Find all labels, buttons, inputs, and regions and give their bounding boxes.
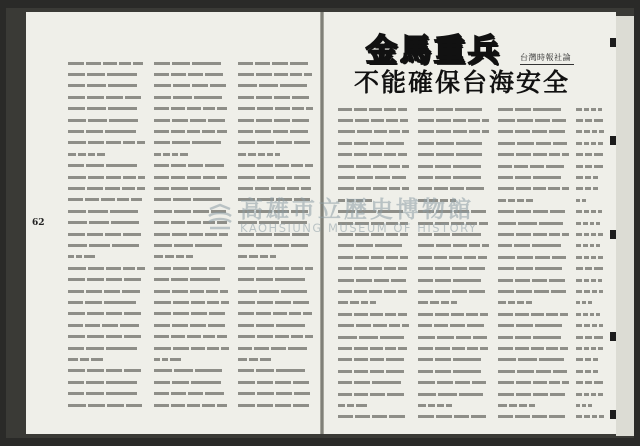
- text-line: [68, 298, 146, 309]
- text-line: [498, 389, 570, 400]
- text-line: [418, 287, 490, 298]
- text-line: [68, 389, 146, 400]
- text-line: [68, 366, 146, 377]
- text-line: [338, 172, 410, 183]
- text-line: [418, 184, 490, 195]
- text-line: [576, 309, 606, 320]
- text-line: [498, 172, 570, 183]
- text-line: [338, 184, 410, 195]
- text-line: [418, 344, 490, 355]
- text-line: [238, 286, 314, 297]
- text-line: [154, 286, 230, 297]
- text-line: [238, 92, 314, 103]
- text-line: [238, 366, 314, 377]
- text-line: [418, 298, 490, 309]
- text-line: [576, 127, 606, 138]
- text-line: [238, 298, 314, 309]
- text-line: [154, 81, 230, 92]
- text-line: [338, 161, 410, 172]
- text-line: [338, 378, 410, 389]
- text-line: [154, 149, 230, 160]
- text-line: [418, 138, 490, 149]
- text-line: [238, 332, 314, 343]
- text-column-6: [498, 104, 570, 422]
- text-line: [418, 172, 490, 183]
- text-line: [498, 184, 570, 195]
- text-line: [498, 412, 570, 422]
- text-line: [154, 104, 230, 115]
- text-line: [576, 287, 606, 298]
- text-line: [238, 138, 314, 149]
- text-line: [498, 401, 570, 412]
- text-line: [68, 183, 146, 194]
- text-line: [68, 172, 146, 183]
- text-line: [576, 275, 606, 286]
- text-line: [338, 115, 410, 126]
- text-line: [338, 104, 410, 115]
- text-line: [498, 309, 570, 320]
- text-line: [498, 241, 570, 252]
- text-line: [498, 378, 570, 389]
- text-line: [154, 298, 230, 309]
- text-line: [68, 206, 146, 217]
- text-line: [498, 218, 570, 229]
- text-line: [238, 81, 314, 92]
- text-line: [238, 355, 314, 366]
- page-edge-strip: [616, 16, 634, 436]
- article-byline: 台灣時報社論: [520, 53, 571, 62]
- text-line: [238, 149, 314, 160]
- scan-background: [6, 8, 634, 438]
- text-line: [576, 332, 606, 343]
- text-line: [576, 412, 606, 422]
- text-line: [68, 275, 146, 286]
- text-line: [68, 263, 146, 274]
- text-line: [418, 275, 490, 286]
- text-line: [154, 92, 230, 103]
- text-line: [498, 127, 570, 138]
- text-line: [498, 150, 570, 161]
- text-line: [68, 252, 146, 263]
- text-line: [238, 104, 314, 115]
- text-line: [418, 366, 490, 377]
- text-line: [154, 172, 230, 183]
- text-line: [576, 150, 606, 161]
- text-line: [154, 115, 230, 126]
- text-line: [498, 355, 570, 366]
- text-line: [68, 92, 146, 103]
- text-line: [498, 298, 570, 309]
- text-line: [68, 138, 146, 149]
- text-line: [576, 264, 606, 275]
- text-line: [338, 138, 410, 149]
- text-line: [154, 332, 230, 343]
- text-line: [68, 104, 146, 115]
- text-line: [338, 150, 410, 161]
- museum-watermark: [206, 198, 477, 235]
- text-column-5: [418, 104, 490, 422]
- page-number: 62: [32, 218, 45, 228]
- text-line: [68, 309, 146, 320]
- text-line: [576, 378, 606, 389]
- text-line: [154, 58, 230, 69]
- text-line: [418, 115, 490, 126]
- text-line: [68, 58, 146, 69]
- text-line: [338, 275, 410, 286]
- article-subtitle: 不能確保台海安全: [354, 68, 571, 97]
- text-line: [238, 320, 314, 331]
- text-line: [154, 252, 230, 263]
- text-line: [238, 400, 314, 411]
- text-line: [418, 332, 490, 343]
- text-line: [68, 149, 146, 160]
- text-line: [498, 287, 570, 298]
- text-line: [68, 343, 146, 354]
- text-line: [576, 355, 606, 366]
- text-line: [154, 183, 230, 194]
- watermark-subtitle: KAOHSIUNG MUSEUM OF HISTORY: [240, 221, 478, 235]
- text-line: [498, 104, 570, 115]
- text-line: [576, 161, 606, 172]
- text-line: [576, 401, 606, 412]
- text-line: [154, 343, 230, 354]
- text-line: [68, 161, 146, 172]
- text-line: [418, 309, 490, 320]
- text-line: [576, 184, 606, 195]
- text-line: [238, 252, 314, 263]
- museum-logo-icon: [206, 203, 234, 231]
- byline-rule: [520, 64, 574, 65]
- text-line: [338, 401, 410, 412]
- text-line: [154, 241, 230, 252]
- text-line: [418, 104, 490, 115]
- text-line: [418, 355, 490, 366]
- text-line: [576, 252, 606, 263]
- watermark-title: 高雄市立歷史博物館: [240, 197, 474, 223]
- text-line: [418, 412, 490, 422]
- text-line: [68, 241, 146, 252]
- text-line: [498, 332, 570, 343]
- text-line: [68, 332, 146, 343]
- text-line: [576, 172, 606, 183]
- text-line: [154, 355, 230, 366]
- text-column-3: [238, 58, 314, 414]
- text-line: [238, 161, 314, 172]
- text-line: [238, 58, 314, 69]
- text-line: [418, 264, 490, 275]
- text-line: [498, 138, 570, 149]
- text-line: [338, 298, 410, 309]
- text-line: [576, 195, 606, 206]
- text-line: [68, 229, 146, 240]
- text-line: [68, 69, 146, 80]
- text-line: [576, 229, 606, 240]
- text-line: [338, 287, 410, 298]
- text-line: [498, 207, 570, 218]
- text-line: [154, 138, 230, 149]
- text-line: [154, 377, 230, 388]
- text-line: [576, 207, 606, 218]
- text-line: [238, 115, 314, 126]
- text-line: [338, 389, 410, 400]
- text-line: [576, 366, 606, 377]
- text-line: [418, 161, 490, 172]
- text-line: [576, 104, 606, 115]
- text-line: [498, 161, 570, 172]
- text-line: [68, 81, 146, 92]
- text-line: [238, 241, 314, 252]
- text-line: [498, 366, 570, 377]
- text-line: [238, 126, 314, 137]
- text-line: [238, 183, 314, 194]
- text-line: [498, 195, 570, 206]
- text-line: [338, 309, 410, 320]
- text-line: [154, 400, 230, 411]
- text-line: [576, 241, 606, 252]
- text-line: [576, 115, 606, 126]
- text-line: [154, 366, 230, 377]
- text-line: [498, 229, 570, 240]
- text-line: [154, 320, 230, 331]
- text-line: [418, 127, 490, 138]
- article-title: 金馬重兵: [366, 33, 502, 69]
- text-line: [576, 218, 606, 229]
- text-line: [238, 377, 314, 388]
- text-line: [338, 127, 410, 138]
- text-line: [338, 412, 410, 422]
- text-line: [238, 275, 314, 286]
- text-line: [576, 344, 606, 355]
- text-line: [154, 389, 230, 400]
- text-line: [338, 366, 410, 377]
- text-column-4: [338, 104, 410, 422]
- text-line: [68, 218, 146, 229]
- text-line: [68, 195, 146, 206]
- text-line: [238, 309, 314, 320]
- text-line: [68, 377, 146, 388]
- text-line: [68, 400, 146, 411]
- text-line: [418, 401, 490, 412]
- text-line: [418, 252, 490, 263]
- text-line: [418, 321, 490, 332]
- text-line: [238, 263, 314, 274]
- text-line: [238, 172, 314, 183]
- text-line: [418, 241, 490, 252]
- text-line: [338, 252, 410, 263]
- text-line: [498, 252, 570, 263]
- text-line: [68, 286, 146, 297]
- text-line: [576, 138, 606, 149]
- text-line: [238, 343, 314, 354]
- text-column-7: [576, 104, 606, 422]
- text-column-2: [154, 58, 230, 414]
- text-line: [338, 355, 410, 366]
- text-line: [418, 378, 490, 389]
- text-line: [68, 355, 146, 366]
- text-line: [418, 389, 490, 400]
- text-line: [498, 321, 570, 332]
- text-line: [154, 275, 230, 286]
- text-line: [498, 115, 570, 126]
- text-line: [154, 69, 230, 80]
- text-line: [338, 344, 410, 355]
- text-line: [238, 389, 314, 400]
- text-line: [338, 332, 410, 343]
- text-line: [238, 69, 314, 80]
- text-line: [154, 126, 230, 137]
- text-line: [576, 298, 606, 309]
- text-line: [498, 264, 570, 275]
- text-line: [498, 344, 570, 355]
- text-line: [338, 241, 410, 252]
- text-line: [68, 115, 146, 126]
- text-line: [418, 150, 490, 161]
- text-line: [68, 320, 146, 331]
- text-line: [338, 321, 410, 332]
- text-line: [68, 126, 146, 137]
- text-line: [576, 389, 606, 400]
- text-column-1: [68, 58, 146, 414]
- text-line: [338, 264, 410, 275]
- text-line: [576, 321, 606, 332]
- text-line: [154, 309, 230, 320]
- text-line: [154, 263, 230, 274]
- text-line: [498, 275, 570, 286]
- text-line: [154, 161, 230, 172]
